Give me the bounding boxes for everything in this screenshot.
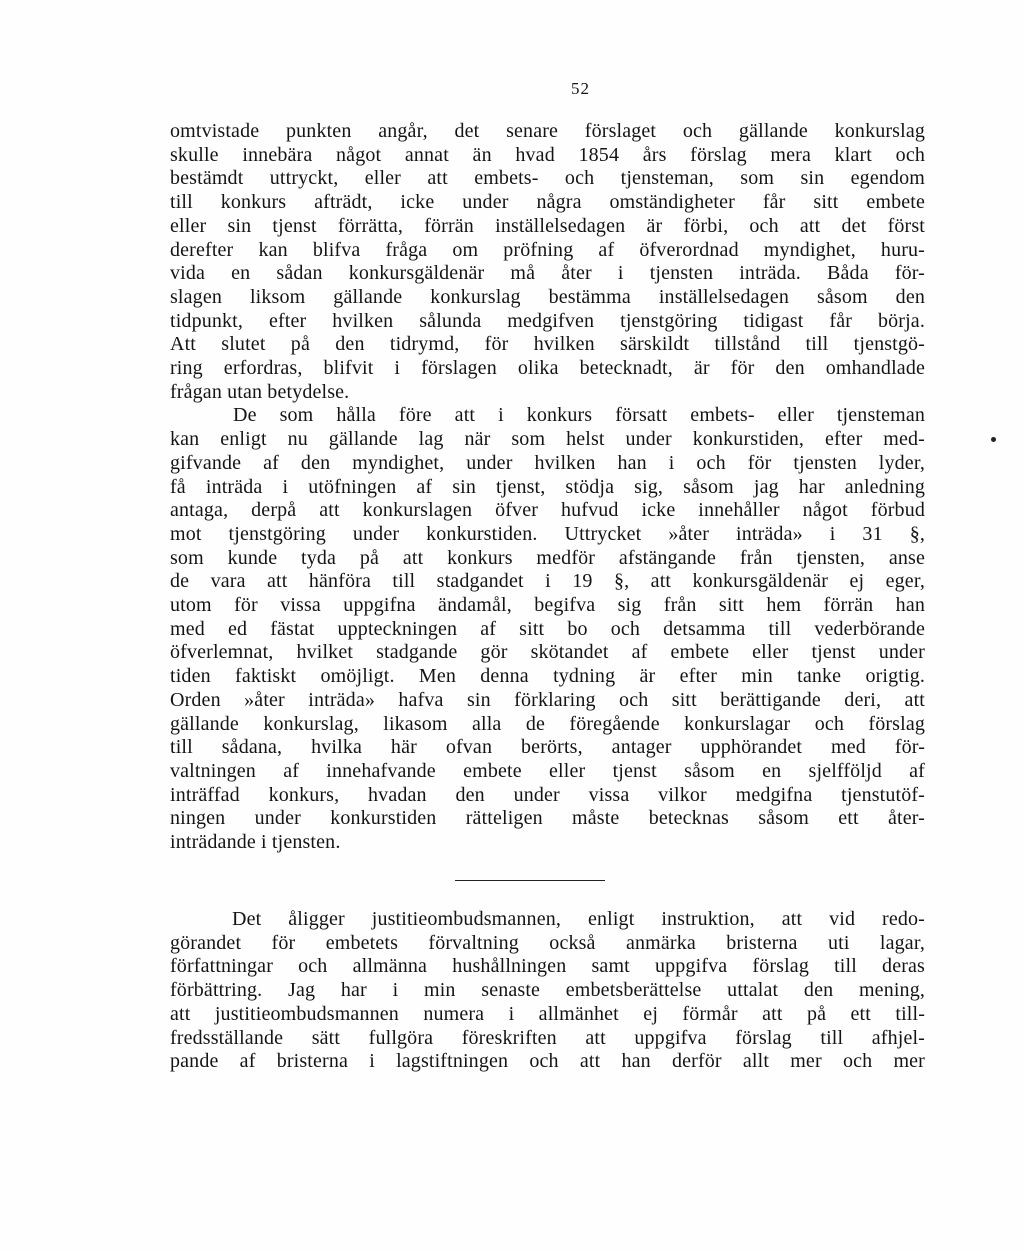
text-line: frågan utan betydelse. (170, 380, 350, 403)
text-line: att justitieombudsmannen numera i allmänhet ej förmår att på ett till- (170, 1002, 925, 1025)
text-line: eller sin tjenst förrätta, förrän inställelsedagen är förbi, och att det först (170, 214, 925, 237)
text-line: antaga, derpå att konkurslagen öfver hufvud icke innehåller något förbud (170, 499, 925, 522)
text-line: kan enligt nu gällande lag när som helst under konkurstiden, efter med- (170, 428, 925, 451)
text-line: skulle innebära något annat än hvad 1854 års förslag mera klart och (170, 143, 925, 166)
text-line: pande af bristerna i lagstiftningen och att han derför allt mer och mer (170, 1050, 925, 1073)
text-line: derefter kan blifva fråga om pröfning af öfverordnad myndighet, huru- (170, 238, 925, 261)
text-line: ring erfordras, blifvit i förslagen olika betecknadt, är för den omhandlade (170, 357, 925, 380)
text-line: gifvande af den myndighet, under hvilken han i och för tjensten lyder, (170, 451, 925, 474)
text-line: vida en sådan konkursgäldenär må åter i tjensten inträda. Båda för- (170, 262, 925, 285)
text-line: med ed fästat uppteckningen af sitt bo och detsamma till vederbörande (170, 617, 925, 640)
text-line: Orden »åter inträda» hafva sin förklaring och sitt berättigande deri, att (170, 688, 925, 711)
text-line: slagen liksom gällande konkurslag bestämma inställelsedagen såsom den (170, 285, 925, 308)
text-line: görandet för embetets förvaltning också anmärka bristerna uti lagar, (170, 931, 925, 954)
margin-mark (991, 437, 996, 442)
text-line: få inträda i utöfningen af sin tjenst, stödja sig, såsom jag har anledning (170, 475, 925, 498)
text-line: författningar och allmänna hushållningen samt uppgifva förslag till deras (170, 955, 925, 978)
paragraph-first-line: De som hålla före att i konkurs försatt embets- eller tjensteman (233, 404, 925, 427)
text-line: ningen under konkurstiden rätteligen måste betecknas såsom ett åter- (170, 807, 925, 830)
text-line: bestämdt uttryckt, eller att embets- och tjensteman, som sin egendom (170, 167, 925, 190)
text-line: förbättring. Jag har i min senaste embetsberättelse uttalat den mening, (170, 979, 925, 1002)
text-line: som kunde tyda på att konkurs medför afstängande från tjensten, anse (170, 546, 925, 569)
text-line: utom för vissa uppgifna ändamål, begifva sig från sitt hem förrän han (170, 594, 925, 617)
section-divider (455, 880, 605, 881)
body-section-1 (170, 120, 925, 855)
text-line: gällande konkurslag, likasom alla de föregående konkurslagar och förslag (170, 712, 925, 735)
page-number: 52 (571, 79, 590, 98)
text-line: öfverlemnat, hvilket stadgande gör skötandet af embete eller tjenst under (170, 641, 925, 664)
text-line: tidpunkt, efter hvilken sålunda medgifven tjenstgöring tidigast får börja. (170, 309, 925, 332)
text-line: till sådana, hvilka här ofvan berörts, antager upphörandet med för- (170, 736, 925, 759)
text-line: inträdande i tjensten. (170, 831, 341, 854)
body-section-2 (170, 908, 925, 1074)
text-line: fredsställande sätt fullgöra föreskriften att uppgifva förslag till afhjel- (170, 1026, 925, 1049)
text-line: inträffad konkurs, hvadan den under vissa vilkor medgifna tjenstutöf- (170, 783, 925, 806)
text-line: valtningen af innehafvande embete eller tjenst såsom en sjelfföljd af (170, 759, 925, 782)
text-line: de vara att hänföra till stadgandet i 19 §, att konkursgäldenär ej eger, (170, 570, 925, 593)
text-line: omtvistade punkten angår, det senare förslaget och gällande konkurslag (170, 120, 925, 142)
text-line: mot tjenstgöring under konkurstiden. Uttrycket »åter inträda» i 31 §, (170, 522, 925, 545)
text-line: Att slutet på den tidrymd, för hvilken särskildt tillstånd till tjenstgö- (170, 333, 925, 356)
text-line: tiden faktiskt omöjligt. Men denna tydning är efter min tanke origtig. (170, 665, 925, 688)
paragraph-first-line: Det åligger justitieombudsmannen, enligt instruktion, att vid redo- (232, 908, 925, 930)
text-line: till konkurs afträdt, icke under några omständigheter får sitt embete (170, 191, 925, 214)
